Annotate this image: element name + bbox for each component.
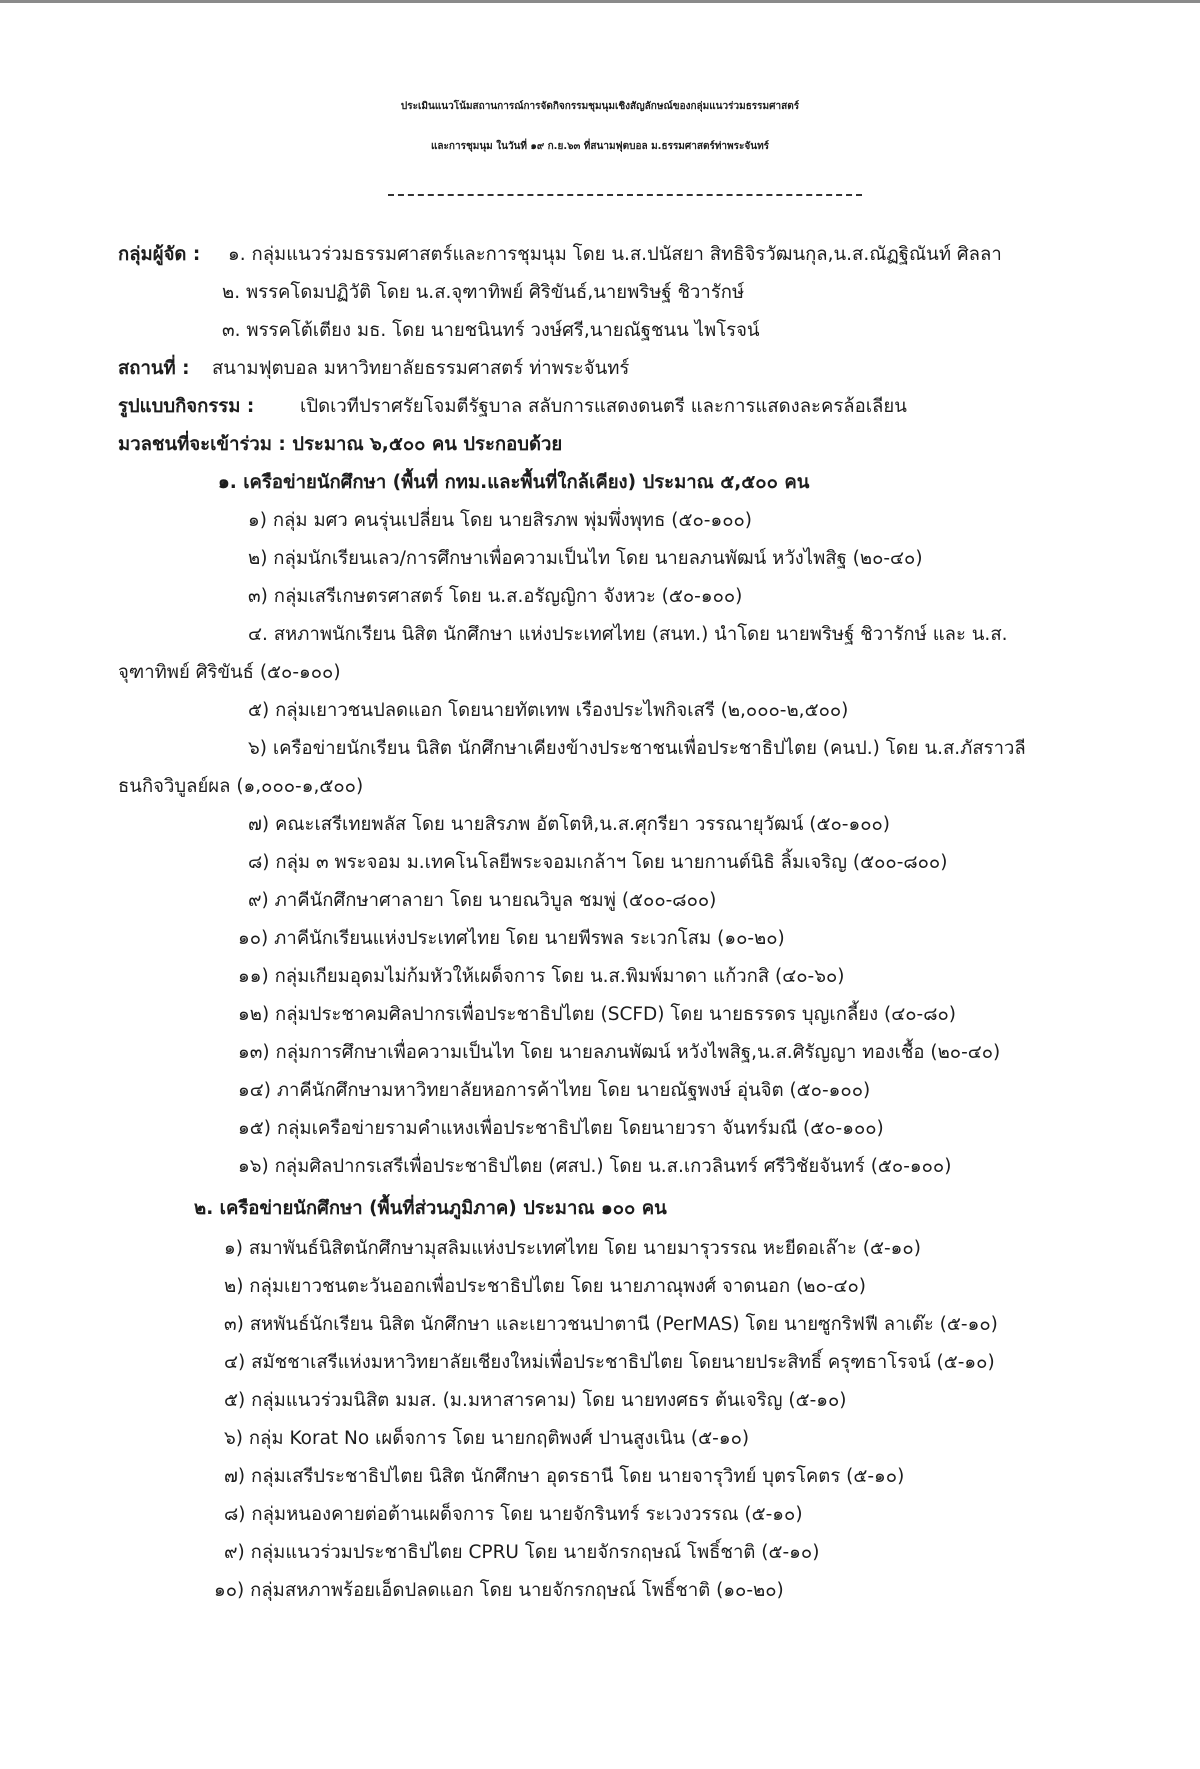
section-1-item: ๑๖) กลุ่มศิลปากรเสรีเพื่อประชาธิปไตย (ศสป.) โดย น.ส.เกวลินทร์ ศรีวิชัยจันทร์ (๕๐-๑๐๐)	[238, 1156, 952, 1177]
section-1-item: ๔. สหภาพนักเรียน นิสิต นักศึกษา แห่งประเทศไทย (สนท.) นำโดย นายพริษฐ์ ชิวารักษ์ และ น.ส.	[248, 624, 1008, 645]
section-1-item: ๑๒) กลุ่มประชาคมศิลปากรเพื่อประชาธิปไตย (SCFD) โดย นายธรรดร บุญเกลี้ยง (๔๐-๘๐)	[238, 1004, 957, 1025]
section-1-item: ๙) ภาคีนักศึกษาศาลายา โดย นายณวิบูล ชมพู่ (๕๐๐-๘๐๐)	[248, 890, 717, 911]
section-1-item: ๘) กลุ่ม ๓ พระจอม ม.เทคโนโลยีพระจอมเกล้าฯ โดย นายกานต์นิธิ ลิ้มเจริญ (๕๐๐-๘๐๐)	[248, 852, 948, 873]
venue-value: สนามฟุตบอล มหาวิทยาลัยธรรมศาสตร์ ท่าพระจันทร์	[212, 358, 630, 379]
section-1-heading: ๑. เครือข่ายนักศึกษา (พื้นที่ กทม.และพื้นที่ใกล้เคียง) ประมาณ ๕,๕๐๐ คน	[218, 472, 810, 493]
organizer-item: ๓. พรรคโต้เตียง มธ. โดย นายชนินทร์ วงษ์ศรี,นายณัฐชนน ไพโรจน์	[222, 320, 760, 341]
section-1-item: ๑๔) ภาคีนักศึกษามหาวิทยาลัยหอการค้าไทย โดย นายณัฐพงษ์ อุ่นจิต (๕๐-๑๐๐)	[238, 1080, 871, 1101]
section-1-item: ๗) คณะเสรีเทยพลัส โดย นายสิรภพ อัตโตหิ,น.ส.ศุกรียา วรรณายุวัฒน์ (๕๐-๑๐๐)	[248, 814, 890, 835]
section-2-item: ๑๐) กลุ่มสหภาพร้อยเอ็ดปลดแอก โดย นายจักรกฤษณ์ โพธิ์ชาติ (๑๐-๒๐)	[214, 1580, 784, 1601]
section-1-item: ๖) เครือข่ายนักเรียน นิสิต นักศึกษาเคียงข้างประชาชนเพื่อประชาธิปไตย (คนป.) โดย น.ส.ภัสราวลี	[248, 738, 1026, 759]
section-2-item: ๑) สมาพันธ์นิสิตนักศึกษามุสลิมแห่งประเทศไทย โดย นายมารุวรรณ หะยีดอเล๊าะ (๕-๑๐)	[224, 1238, 921, 1259]
crowd-summary: มวลชนที่จะเข้าร่วม : ประมาณ ๖,๕๐๐ คน ประกอบด้วย	[118, 434, 563, 455]
title-divider	[388, 194, 862, 196]
section-1-item: ๑๑) กลุ่มเกียมอุดมไม่ก้มหัวให้เผด็จการ โดย น.ส.พิมพ์มาดา แก้วกสิ (๔๐-๖๐)	[238, 966, 845, 987]
section-1-item: ๑๐) ภาคีนักเรียนแห่งประเทศไทย โดย นายพีรพล ระเวกโสม (๑๐-๒๐)	[238, 928, 785, 949]
section-2-item: ๕) กลุ่มแนวร่วมนิสิต มมส. (ม.มหาสารคาม) โดย นายทงศธร ต้นเจริญ (๕-๑๐)	[224, 1390, 847, 1411]
section-2-item: ๗) กลุ่มเสรีประชาธิปไตย นิสิต นักศึกษา อุดรธานี โดย นายจารุวิทย์ บุตรโคตร (๕-๑๐)	[224, 1466, 905, 1487]
section-2-item: ๒) กลุ่มเยาวชนตะวันออกเพื่อประชาธิปไตย โดย นายภาณุพงศ์ จาดนอก (๒๐-๔๐)	[224, 1276, 866, 1297]
venue-label: สถานที่ :	[118, 358, 190, 379]
section-2-item: ๘) กลุ่มหนองคายต่อต้านเผด็จการ โดย นายจักรินทร์ ระเวงวรรณ (๕-๑๐)	[224, 1504, 803, 1525]
document-title-line-2: และการชุมนุม ในวันที่ ๑๙ ก.ย.๖๓ ที่สนามฟุตบอล ม.ธรรมศาสตร์ท่าพระจันทร์	[430, 141, 770, 152]
section-1-item: ๑) กลุ่ม มศว คนรุ่นเปลี่ยน โดย นายสิรภพ พุ่มพึ่งพุทธ (๕๐-๑๐๐)	[248, 510, 752, 531]
section-1-item-continuation: ธนกิจวิบูลย์ผล (๑,๐๐๐-๑,๕๐๐)	[118, 776, 364, 797]
section-1-item-continuation: จุฑาทิพย์ ศิริขันธ์ (๕๐-๑๐๐)	[118, 662, 341, 683]
organizer-item: ๒. พรรคโดมปฏิวัติ โดย น.ส.จุฑาทิพย์ ศิริขันธ์,นายพริษฐ์ ชิวารักษ์	[222, 282, 745, 303]
section-1-item: ๒) กลุ่มนักเรียนเลว/การศึกษาเพื่อความเป็นไท โดย นายลภนพัฒน์ หวังไพสิฐ (๒๐-๔๐)	[248, 548, 923, 569]
section-2-item: ๓) สหพันธ์นักเรียน นิสิต นักศึกษา และเยาวชนปาตานี (PerMAS) โดย นายซูกริฟฟี ลาเต๊ะ (๕-๑๐)	[224, 1314, 998, 1335]
section-1-item: ๕) กลุ่มเยาวชนปลดแอก โดยนายทัตเทพ เรืองประไพกิจเสรี (๒,๐๐๐-๒,๕๐๐)	[248, 700, 849, 721]
organizer-item: ๑. กลุ่มแนวร่วมธรรมศาสตร์และการชุมนุม โดย น.ส.ปนัสยา สิทธิจิรวัฒนกุล,น.ส.ณัฏฐิณันท์ ศิลลา	[228, 244, 1002, 265]
section-2-item: ๖) กลุ่ม Korat No เผด็จการ โดย นายกฤติพงศ์ ปานสูงเนิน (๕-๑๐)	[224, 1428, 750, 1449]
section-1-item: ๑๓) กลุ่มการศึกษาเพื่อความเป็นไท โดย นายลภนพัฒน์ หวังไพสิฐ,น.ส.ศิรัญญา ทองเชื้อ (๒๐-๔๐)	[238, 1042, 1001, 1063]
organizers-label: กลุ่มผู้จัด :	[118, 244, 201, 265]
section-2-heading: ๒. เครือข่ายนักศึกษา (พื้นที่ส่วนภูมิภาค) ประมาณ ๑๐๐ คน	[194, 1198, 667, 1219]
format-label: รูปแบบกิจกรรม :	[118, 396, 255, 417]
section-2-item: ๙) กลุ่มแนวร่วมประชาธิปไตย CPRU โดย นายจักรกฤษณ์ โพธิ์ชาติ (๕-๑๐)	[224, 1542, 820, 1563]
format-value: เปิดเวทีปราศรัยโจมตีรัฐบาล สลับการแสดงดนตรี และการแสดงละครล้อเลียน	[300, 396, 907, 417]
section-1-item: ๑๕) กลุ่มเครือข่ายรามคำแหงเพื่อประชาธิปไตย โดยนายวรา จันทร์มณี (๕๐-๑๐๐)	[238, 1118, 884, 1139]
document-title-line-1: ประเมินแนวโน้มสถานการณ์การจัดกิจกรรมชุมนุมเชิงสัญลักษณ์ของกลุ่มแนวร่วมธรรมศาสตร์	[400, 101, 800, 112]
section-2-item: ๔) สมัชชาเสรีแห่งมหาวิทยาลัยเชียงใหม่เพื่อประชาธิปไตย โดยนายประสิทธิ์ ครุฑธาโรจน์ (๕-๑๐)	[224, 1352, 995, 1373]
section-1-item: ๓) กลุ่มเสรีเกษตรศาสตร์ โดย น.ส.อรัญญิกา จังหวะ (๕๐-๑๐๐)	[248, 586, 743, 607]
